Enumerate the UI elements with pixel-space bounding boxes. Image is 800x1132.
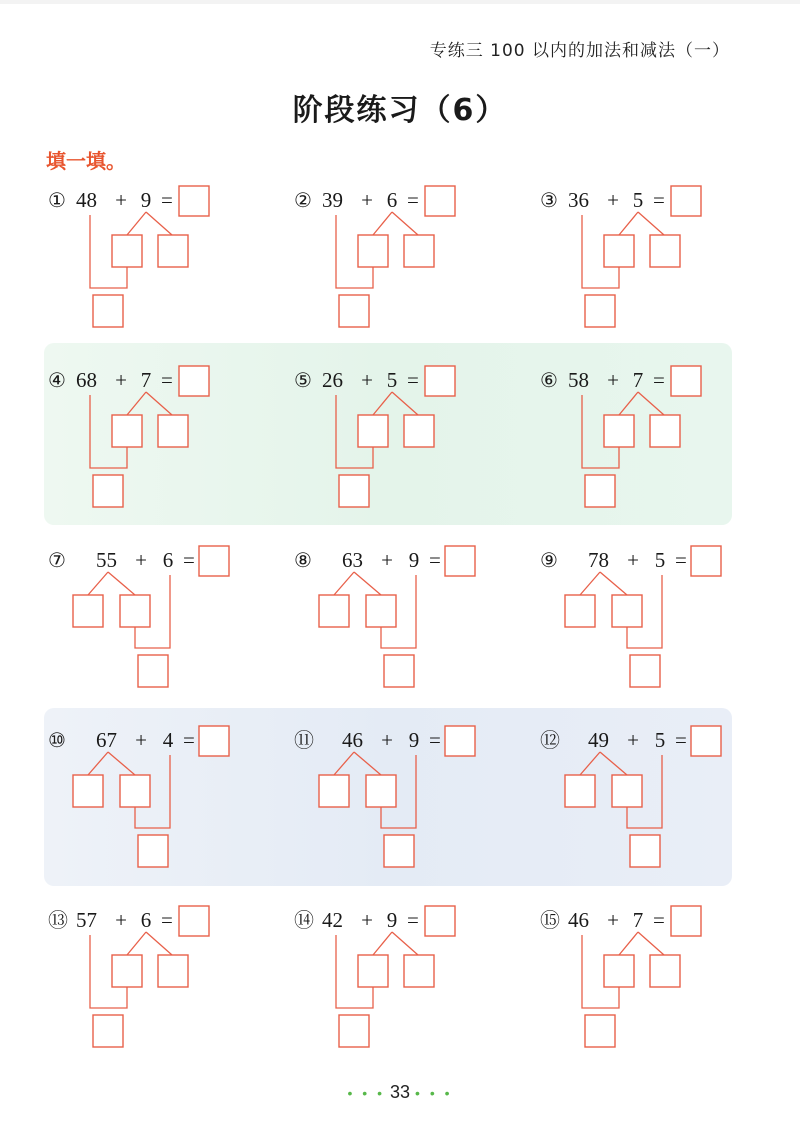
- plus-sign: +: [135, 548, 147, 572]
- addend-b: 9: [140, 188, 152, 212]
- sum-box[interactable]: [630, 655, 660, 687]
- addend-b: 4: [162, 728, 174, 752]
- split-line-right: [354, 572, 381, 595]
- sum-box[interactable]: [585, 1015, 615, 1047]
- answer-box[interactable]: [199, 726, 229, 756]
- sum-box[interactable]: [138, 835, 168, 867]
- plus-sign: +: [381, 548, 393, 572]
- addend-b: 7: [632, 368, 644, 392]
- plus-sign: +: [627, 728, 639, 752]
- split-line-right: [108, 572, 135, 595]
- addend-a: 68: [76, 368, 97, 392]
- split-box-1[interactable]: [319, 595, 349, 627]
- plus-sign: +: [361, 368, 373, 392]
- addend-b: 5: [386, 368, 398, 392]
- addend-a: 39: [322, 188, 343, 212]
- addend-a: 78: [588, 548, 609, 572]
- answer-box[interactable]: [445, 546, 475, 576]
- split-line-left: [334, 752, 354, 775]
- answer-box[interactable]: [671, 186, 701, 216]
- plus-sign: +: [381, 728, 393, 752]
- split-box-2[interactable]: [366, 595, 396, 627]
- addend-a: 49: [588, 728, 609, 752]
- problem-number: ②: [294, 188, 312, 212]
- equals-sign: =: [653, 188, 665, 212]
- split-box-1[interactable]: [73, 775, 103, 807]
- sum-box[interactable]: [93, 475, 123, 507]
- sum-box[interactable]: [339, 295, 369, 327]
- sum-box[interactable]: [138, 655, 168, 687]
- problem-number: ⑦: [48, 548, 66, 572]
- split-box-2[interactable]: [612, 595, 642, 627]
- equals-sign: =: [161, 908, 173, 932]
- addend-a: 36: [568, 188, 589, 212]
- page-title: 阶段练习（6）: [292, 93, 508, 128]
- split-line-right: [638, 932, 664, 955]
- split-line-left: [88, 572, 108, 595]
- footer-dots-left: • • •: [347, 1085, 385, 1101]
- split-box-2[interactable]: [120, 775, 150, 807]
- plus-sign: +: [135, 728, 147, 752]
- split-box-1[interactable]: [73, 595, 103, 627]
- split-line-right: [146, 392, 172, 415]
- plus-sign: +: [607, 908, 619, 932]
- problem-number: ⑬: [48, 908, 68, 932]
- sum-box[interactable]: [339, 1015, 369, 1047]
- answer-box[interactable]: [425, 366, 455, 396]
- answer-box[interactable]: [425, 186, 455, 216]
- addend-a: 58: [568, 368, 589, 392]
- split-line-left: [580, 752, 600, 775]
- split-line-left: [373, 392, 392, 415]
- split-box-1[interactable]: [565, 775, 595, 807]
- addend-a: 55: [96, 548, 117, 572]
- equals-sign: =: [407, 908, 419, 932]
- equals-sign: =: [183, 728, 195, 752]
- plus-sign: +: [115, 188, 127, 212]
- page-number: 33: [389, 1082, 411, 1102]
- sum-box[interactable]: [93, 295, 123, 327]
- answer-box[interactable]: [691, 546, 721, 576]
- split-box-1[interactable]: [112, 415, 142, 447]
- equals-sign: =: [675, 548, 687, 572]
- problem-number: ④: [48, 368, 66, 392]
- answer-box[interactable]: [671, 906, 701, 936]
- split-line-left: [619, 932, 638, 955]
- split-line-right: [638, 392, 664, 415]
- plus-sign: +: [361, 188, 373, 212]
- answer-box[interactable]: [445, 726, 475, 756]
- addend-b: 9: [408, 548, 420, 572]
- split-line-right: [392, 212, 418, 235]
- split-line-left: [373, 212, 392, 235]
- split-box-2[interactable]: [404, 235, 434, 267]
- split-box-2[interactable]: [650, 415, 680, 447]
- problem-number: ①: [48, 188, 66, 212]
- split-line-right: [108, 752, 135, 775]
- sum-box[interactable]: [384, 835, 414, 867]
- plus-sign: +: [607, 188, 619, 212]
- section-title: 专练三 100 以内的加法和减法（一）: [429, 41, 730, 61]
- sum-box[interactable]: [339, 475, 369, 507]
- problem-number: ③: [540, 188, 558, 212]
- addend-a: 63: [342, 548, 363, 572]
- equals-sign: =: [653, 908, 665, 932]
- split-box-2[interactable]: [650, 955, 680, 987]
- split-line-right: [600, 752, 627, 775]
- problem-number: ⑥: [540, 368, 558, 392]
- split-box-2[interactable]: [404, 955, 434, 987]
- addend-b: 6: [162, 548, 174, 572]
- addend-b: 5: [632, 188, 644, 212]
- split-line-right: [638, 212, 664, 235]
- split-box-2[interactable]: [612, 775, 642, 807]
- split-box-2[interactable]: [158, 955, 188, 987]
- addend-b: 9: [408, 728, 420, 752]
- equals-sign: =: [161, 368, 173, 392]
- page-footer: [0, 1082, 800, 1103]
- plus-sign: +: [627, 548, 639, 572]
- split-line-left: [334, 572, 354, 595]
- split-box-2[interactable]: [120, 595, 150, 627]
- split-line-right: [146, 932, 172, 955]
- problem-number: ⑭: [294, 908, 314, 932]
- sum-box[interactable]: [585, 475, 615, 507]
- problem-number: ⑮: [540, 908, 560, 932]
- addend-b: 5: [654, 548, 666, 572]
- split-line-left: [619, 212, 638, 235]
- split-line-left: [127, 932, 146, 955]
- addend-a: 42: [322, 908, 343, 932]
- addend-b: 6: [140, 908, 152, 932]
- split-line-left: [373, 932, 392, 955]
- problem-number: ⑤: [294, 368, 312, 392]
- split-box-1[interactable]: [604, 235, 634, 267]
- sum-box[interactable]: [630, 835, 660, 867]
- answer-box[interactable]: [179, 186, 209, 216]
- addend-b: 7: [632, 908, 644, 932]
- split-line-right: [392, 392, 418, 415]
- addend-b: 5: [654, 728, 666, 752]
- equals-sign: =: [429, 548, 441, 572]
- split-line-left: [127, 212, 146, 235]
- split-line-right: [354, 752, 381, 775]
- split-line-left: [127, 392, 146, 415]
- split-box-1[interactable]: [358, 415, 388, 447]
- sum-box[interactable]: [585, 295, 615, 327]
- problem-number: ⑧: [294, 548, 312, 572]
- addend-b: 9: [386, 908, 398, 932]
- plus-sign: +: [607, 368, 619, 392]
- answer-box[interactable]: [425, 906, 455, 936]
- sum-box[interactable]: [384, 655, 414, 687]
- addend-b: 7: [140, 368, 152, 392]
- plus-sign: +: [115, 908, 127, 932]
- split-box-1[interactable]: [319, 775, 349, 807]
- split-line-left: [88, 752, 108, 775]
- split-box-2[interactable]: [650, 235, 680, 267]
- equals-sign: =: [653, 368, 665, 392]
- split-box-1[interactable]: [565, 595, 595, 627]
- problem-number: ⑫: [540, 728, 560, 752]
- split-line-right: [146, 212, 172, 235]
- split-box-2[interactable]: [158, 235, 188, 267]
- split-box-2[interactable]: [404, 415, 434, 447]
- answer-box[interactable]: [691, 726, 721, 756]
- equals-sign: =: [161, 188, 173, 212]
- addend-a: 48: [76, 188, 97, 212]
- split-line-right: [600, 572, 627, 595]
- sum-box[interactable]: [93, 1015, 123, 1047]
- split-box-1[interactable]: [112, 235, 142, 267]
- answer-box[interactable]: [179, 906, 209, 936]
- addend-a: 46: [568, 908, 589, 932]
- addend-a: 46: [342, 728, 363, 752]
- split-box-2[interactable]: [366, 775, 396, 807]
- split-line-left: [580, 572, 600, 595]
- addend-a: 26: [322, 368, 343, 392]
- split-line-left: [619, 392, 638, 415]
- equals-sign: =: [429, 728, 441, 752]
- problem-number: ⑩: [48, 728, 66, 752]
- equals-sign: =: [183, 548, 195, 572]
- plus-sign: +: [361, 908, 373, 932]
- answer-box[interactable]: [179, 366, 209, 396]
- addend-a: 67: [96, 728, 117, 752]
- split-box-1[interactable]: [112, 955, 142, 987]
- split-box-1[interactable]: [358, 955, 388, 987]
- footer-dots-right: • • •: [415, 1085, 453, 1101]
- split-box-1[interactable]: [604, 415, 634, 447]
- answer-box[interactable]: [199, 546, 229, 576]
- problem-number: ⑨: [540, 548, 558, 572]
- answer-box[interactable]: [671, 366, 701, 396]
- plus-sign: +: [115, 368, 127, 392]
- equals-sign: =: [675, 728, 687, 752]
- problem-number: ⑪: [294, 728, 314, 752]
- instruction-text: 填一填。: [46, 149, 126, 173]
- split-line-right: [392, 932, 418, 955]
- equals-sign: =: [407, 368, 419, 392]
- addend-a: 57: [76, 908, 97, 932]
- split-box-2[interactable]: [158, 415, 188, 447]
- addend-b: 6: [386, 188, 398, 212]
- split-box-1[interactable]: [358, 235, 388, 267]
- equals-sign: =: [407, 188, 419, 212]
- split-box-1[interactable]: [604, 955, 634, 987]
